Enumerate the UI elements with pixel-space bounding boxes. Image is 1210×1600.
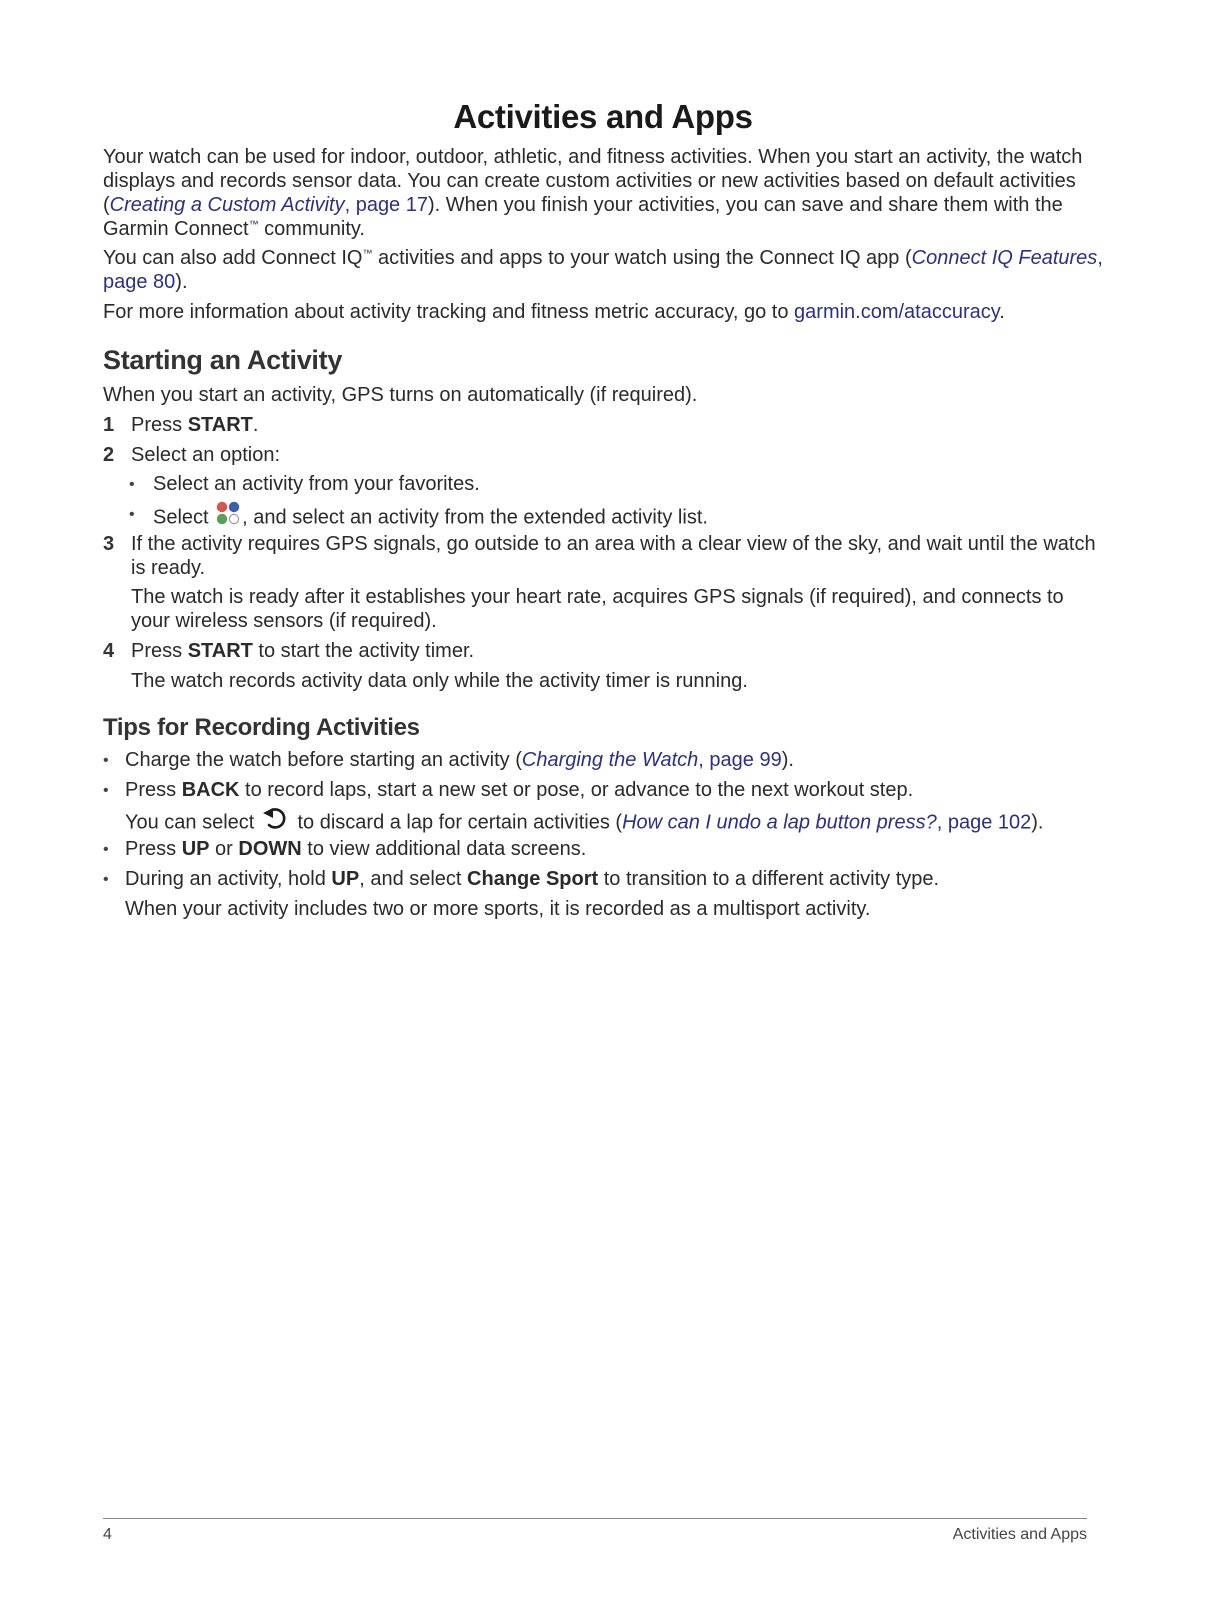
tip-text-part: , and select	[359, 868, 468, 890]
step-text-part: Press	[131, 640, 188, 662]
footer-section-title: Activities and Apps	[952, 1526, 1087, 1543]
intro-text: Your watch can be used for indoor, outdoor, athletic, and fitness activities. When you start an activity, the watch displays and records sensor data. You can create custom activities or new activities based on default activities (	[103, 146, 1083, 216]
step-text: Select an option:	[131, 444, 280, 466]
step-number: 3	[103, 533, 115, 555]
bullet-dot: •	[129, 506, 135, 523]
tip-text	[125, 837, 586, 861]
intro-paragraph-3	[103, 300, 1103, 324]
bullet-text-part: , and select an activity from the extended activity list.	[242, 506, 708, 529]
step-1	[103, 413, 1103, 437]
step-3	[103, 532, 1103, 580]
tip-text-part: or	[209, 838, 239, 860]
tip-text-part: You can select	[125, 811, 260, 834]
trademark: ™	[248, 219, 259, 231]
section-heading-starting-activity: Starting an Activity	[103, 345, 343, 375]
link-page-102[interactable]: , page 102	[936, 811, 1032, 834]
tip-text-part: Press	[125, 838, 182, 860]
bullet-text: Select an activity from your favorites.	[153, 473, 480, 495]
intro-text: ). When you finish your activities, you can save and share them with the Garmin Connect	[103, 194, 1063, 240]
tip-text-part: During an activity, hold	[125, 868, 332, 890]
footer-page-number: 4	[103, 1526, 112, 1543]
document-page	[103, 0, 1103, 1600]
step-text	[131, 413, 1103, 437]
tip-up-down	[103, 837, 1103, 861]
option-bullet-favorites	[103, 472, 1103, 496]
tip-charge-watch	[103, 748, 1103, 772]
tip-text-part: to record laps, start a new set or pose, or advance to the next workout step.	[239, 779, 914, 801]
page-title: Activities and Apps	[453, 98, 753, 135]
intro-text: For more information about activity tracking and fitness metric accuracy, go to	[103, 301, 795, 323]
key-start: START	[187, 640, 253, 662]
step-text: If the activity requires GPS signals, go outside to an area with a clear view of the sky, and wait until the watch is ready.	[131, 533, 1096, 579]
trademark: ™	[362, 248, 373, 260]
intro-text: activities and apps to your watch using the Connect IQ app (	[372, 247, 912, 269]
tip-text-part: Press	[125, 779, 182, 801]
tip-text-part: ).	[1031, 811, 1044, 834]
link-page-80[interactable]: , page 80	[103, 247, 1103, 293]
bullet-dot: •	[103, 841, 109, 858]
link-page-17[interactable]: , page 17	[344, 194, 428, 216]
tip-note-text	[125, 807, 1043, 839]
link-page-99[interactable]: , page 99	[698, 749, 782, 771]
intro-paragraph-2	[103, 246, 1103, 294]
menu-change-sport: Change Sport	[467, 868, 599, 890]
intro-text: .	[999, 301, 1005, 323]
step-number: 1	[103, 414, 115, 436]
link-connect-iq-features[interactable]: Connect IQ Features	[911, 247, 1098, 269]
starting-intro: When you start an activity, GPS turns on automatically (if required).	[103, 384, 698, 406]
bullet-text	[153, 502, 708, 534]
intro-paragraph-1	[103, 145, 1103, 241]
step-4	[103, 639, 1103, 663]
bullet-dot: •	[103, 871, 109, 888]
intro-text: You can also add Connect IQ	[103, 247, 363, 269]
footer-divider	[103, 1518, 1087, 1519]
step-2	[103, 443, 1103, 467]
link-undo-lap-button[interactable]: How can I undo a lap button press?	[622, 811, 937, 834]
bullet-dot: •	[103, 782, 109, 799]
bullet-dot: •	[129, 476, 135, 493]
key-up: UP	[331, 868, 360, 890]
tip-text-part: to view additional data screens.	[301, 838, 587, 860]
bullet-dot: •	[103, 752, 109, 769]
tip-back-laps	[103, 778, 1103, 802]
tip-text	[125, 867, 939, 891]
tip-text	[125, 778, 913, 802]
step-number: 2	[103, 444, 115, 466]
tip-text-part: to discard a lap for certain activities (	[291, 811, 623, 834]
key-up: UP	[181, 838, 210, 860]
step-text-part: Press	[131, 414, 188, 436]
apps-dots-icon	[214, 500, 242, 532]
step-3-note: The watch is ready after it establishes your heart rate, acquires GPS signals (if required), and connects to your wireless sensors (if required).	[131, 586, 1064, 632]
key-start: START	[187, 414, 253, 436]
link-creating-custom-activity[interactable]: Creating a Custom Activity	[109, 194, 345, 216]
link-garmin-ataccuracy[interactable]: garmin.com/ataccuracy	[794, 301, 1000, 323]
intro-text: ).	[175, 271, 188, 293]
tip-multisport-note: When your activity includes two or more sports, it is recorded as a multisport activity.	[125, 898, 871, 920]
step-text-part: to start the activity timer.	[252, 640, 475, 662]
bullet-text-part: Select	[153, 506, 215, 529]
tip-text-part: Charge the watch before starting an activity (	[125, 749, 522, 771]
step-text	[131, 639, 1103, 663]
undo-lap-icon	[260, 805, 292, 837]
tip-text-part: ).	[781, 749, 794, 771]
tip-change-sport	[103, 867, 1103, 891]
key-back: BACK	[181, 779, 240, 801]
link-charging-the-watch[interactable]: Charging the Watch	[521, 749, 699, 771]
tip-undo-lap-note	[103, 807, 1103, 833]
tip-text-part: to transition to a different activity type.	[598, 868, 940, 890]
tip-text	[125, 748, 794, 772]
step-text-part: .	[252, 414, 259, 436]
step-4-note: The watch records activity data only while the activity timer is running.	[131, 670, 748, 692]
intro-text: community.	[258, 218, 365, 240]
key-down: DOWN	[238, 838, 302, 860]
subsection-heading-tips: Tips for Recording Activities	[103, 714, 420, 741]
step-number: 4	[103, 640, 115, 662]
option-bullet-extended-list	[103, 502, 1103, 529]
